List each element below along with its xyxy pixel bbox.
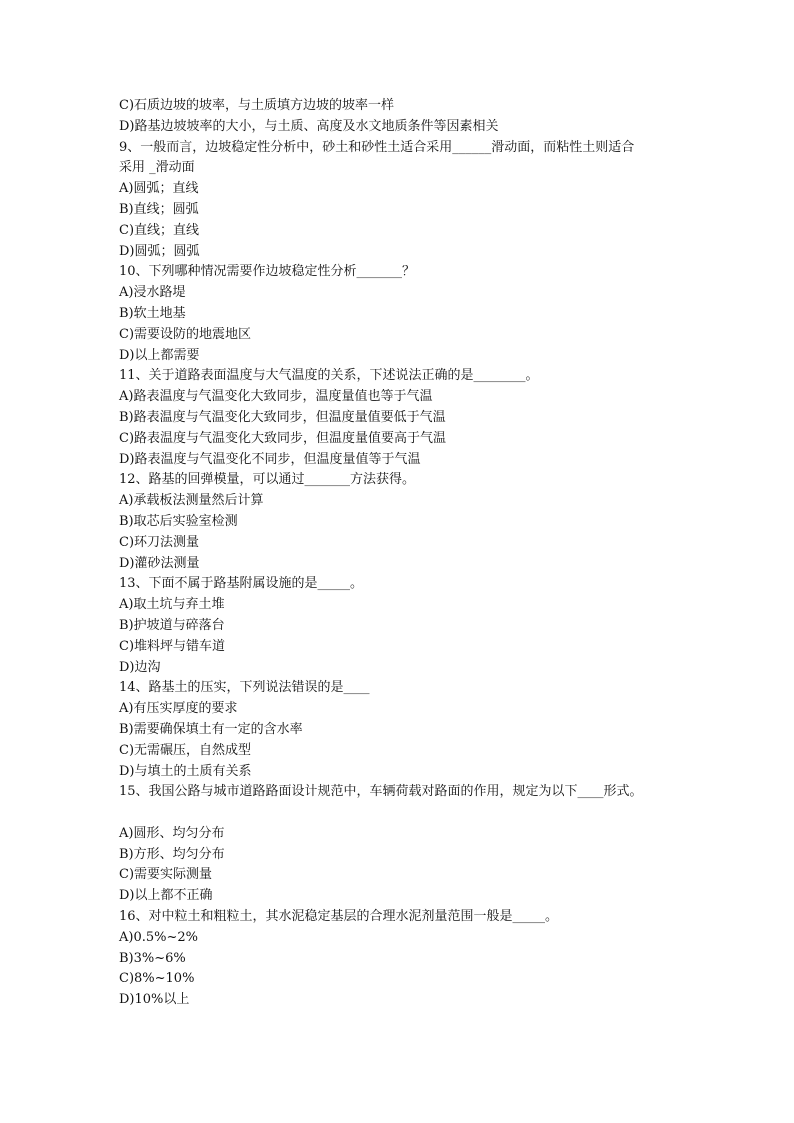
option-line: D)路基边坡坡率的大小，与土质、高度及水文地质条件等因素相关 xyxy=(119,118,499,134)
option-line: A)路表温度与气温变化大致同步，温度量值也等于气温 xyxy=(119,389,433,405)
option-line: C)需要设防的地震地区 xyxy=(119,326,252,342)
option-line: C)堆料坪与错车道 xyxy=(119,638,226,654)
option-line: D)以上都需要 xyxy=(119,347,200,363)
option-line: A)有压实厚度的要求 xyxy=(119,701,238,717)
option-line: D)灌砂法测量 xyxy=(119,555,200,571)
option-line: D)与填土的土质有关系 xyxy=(119,763,252,779)
option-line: A)承载板法测量然后计算 xyxy=(119,493,264,509)
question-line: 12、路基的回弹模量，可以通过_______方法获得。 xyxy=(119,472,416,488)
option-line: B)软土地基 xyxy=(119,305,186,321)
option-line: B)直线；圆弧 xyxy=(119,201,199,217)
empty-line xyxy=(119,803,689,824)
option-line: D)边沟 xyxy=(119,659,161,675)
option-line: D)圆弧；圆弧 xyxy=(119,243,200,259)
option-line: D)以上都不正确 xyxy=(119,888,213,904)
option-line: C)8%~10% xyxy=(119,971,195,987)
question-line: 15、我国公路与城市道路路面设计规范中，车辆荷载对路面的作用，规定为以下____形式。 xyxy=(119,784,643,800)
option-line: C)直线；直线 xyxy=(119,222,200,238)
option-line: B)方形、均匀分布 xyxy=(119,846,225,862)
option-line: A)浸水路堤 xyxy=(119,285,186,301)
option-line: B)需要确保填土有一定的含水率 xyxy=(119,721,303,737)
option-line: C)石质边坡的坡率，与土质填方边坡的坡率一样 xyxy=(119,98,395,113)
question-line: 9、一般而言，边坡稳定性分析中，砂土和砂性土适合采用______滑动面，而粘性土则适合 xyxy=(119,139,635,155)
option-line: B)取芯后实验室检测 xyxy=(119,513,238,529)
question-line: 采用 _滑动面 xyxy=(119,160,195,176)
question-line: 14、路基土的压实，下列说法错误的是____ xyxy=(119,680,370,696)
question-line: 16、对中粒土和粗粒土，其水泥稳定基层的合理水泥剂量范围一般是_____。 xyxy=(119,909,559,925)
document-page xyxy=(119,96,689,1011)
option-line: B)路表温度与气温变化大致同步，但温度量值要低于气温 xyxy=(119,409,446,425)
option-line: A)取土坑与弃土堆 xyxy=(119,597,225,613)
question-line: 10、下列哪种情况需要作边坡稳定性分析_______？ xyxy=(119,264,416,280)
option-line: C)无需碾压，自然成型 xyxy=(119,742,252,758)
option-line: C)环刀法测量 xyxy=(119,534,200,550)
option-line: A)圆弧；直线 xyxy=(119,181,199,197)
question-line: 11、关于道路表面温度与大气温度的关系，下述说法正确的是________。 xyxy=(119,368,539,384)
option-line: A)圆形、均匀分布 xyxy=(119,825,225,841)
option-line: B)3%~6% xyxy=(119,950,186,966)
option-line: D)路表温度与气温变化不同步，但温度量值等于气温 xyxy=(119,451,421,467)
option-line: D)10%以上 xyxy=(119,992,190,1008)
question-line: 13、下面不属于路基附属设施的是_____。 xyxy=(119,576,364,592)
option-line: C)需要实际测量 xyxy=(119,867,213,883)
option-line: C)路表温度与气温变化大致同步，但温度量值要高于气温 xyxy=(119,430,447,446)
option-line: B)护坡道与碎落台 xyxy=(119,617,225,633)
option-line: A)0.5%~2% xyxy=(119,929,199,945)
